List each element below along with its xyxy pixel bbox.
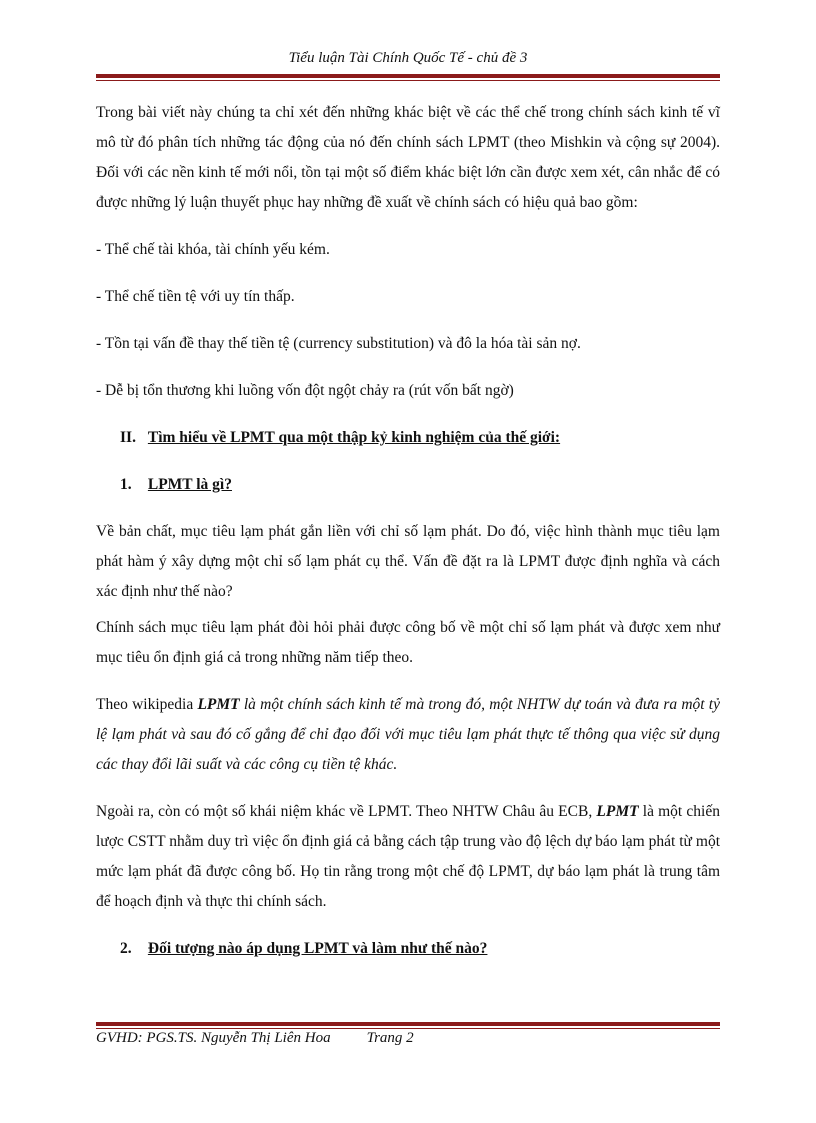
- wiki-prefix: Theo wikipedia: [96, 696, 198, 713]
- subsection-number: 1.: [120, 476, 132, 493]
- paragraph-ecb-definition: [96, 797, 720, 917]
- document-body: [96, 98, 720, 964]
- section-heading-2: [120, 423, 720, 453]
- paragraph-lpmt-policy: Chính sách mục tiêu lạm phát đòi hỏi phải được công bố về một chỉ số lạm phát và được xem như mục tiêu ổn định giá cả trong những năm tiếp theo.: [96, 619, 720, 666]
- page-footer: [96, 1030, 414, 1047]
- bullet-item: - Thể chế tài khóa, tài chính yếu kém.: [96, 241, 330, 258]
- bullet-item: - Dễ bị tổn thương khi luồng vốn đột ngột chảy ra (rút vốn bất ngờ): [96, 382, 514, 399]
- section-title: Tìm hiểu về LPMT qua một thập kỷ kinh nghiệm của thế giới:: [147, 429, 561, 446]
- bullet-item: - Tồn tại vấn đề thay thế tiền tệ (currency substitution) và đô la hóa tài sản nợ.: [96, 335, 581, 352]
- header-rule: [96, 74, 720, 81]
- bullet-item: - Thể chế tiền tệ với uy tín thấp.: [96, 288, 295, 305]
- ecb-text: là một chiến lược CSTT nhằm duy trì việc ổn định giá cả bằng cách tập trung vào độ lệch dự báo lạm phát từ một mức lạm phát đã được công bố. Họ tin rằng trong một chế độ LPMT, dự báo lạm phát là trung tâm để hoạch định và thực thi chính sách.: [96, 803, 720, 910]
- subsection-title: LPMT là gì?: [147, 476, 232, 493]
- subsection-heading-1: [120, 470, 720, 500]
- paragraph-lpmt-nature: Về bản chất, mục tiêu lạm phát gắn liền với chỉ số lạm phát. Do đó, việc hình thành mục tiêu lạm phát hàm ý xây dựng một chỉ số lạm phát cụ thể. Vấn đề đặt ra là LPMT được định nghĩa và cách xác định như thế nào?: [96, 523, 720, 600]
- ecb-term: LPMT: [596, 803, 639, 820]
- subsection-heading-2: [120, 934, 720, 964]
- page-header-title: Tiểu luận Tài Chính Quốc Tế - chủ đề 3: [288, 50, 528, 66]
- subsection-number: 2.: [120, 940, 132, 957]
- wiki-term: LPMT: [197, 696, 240, 713]
- section-number: II.: [120, 429, 136, 446]
- footer-advisor: GVHD: PGS.TS. Nguyễn Thị Liên Hoa: [96, 1030, 331, 1046]
- paragraph-wikipedia-definition: [96, 690, 720, 780]
- ecb-prefix: Ngoài ra, còn có một số khái niệm khác về LPMT. Theo NHTW Châu âu ECB,: [96, 803, 597, 820]
- footer-rule: [96, 1022, 720, 1029]
- intro-paragraph: Trong bài viết này chúng ta chỉ xét đến những khác biệt về các thể chế trong chính sách kinh tế vĩ mô từ đó phân tích những tác động của nó đến chính sách LPMT (theo Mishkin và cộng sự 2004). Đối với các nền kinh tế mới nổi, tồn tại một số điểm khác biệt lớn cần được xem xét, cân nhắc để có được những lý luận thuyết phục hay những đề xuất về chính sách có hiệu quả bao gồm:: [96, 104, 720, 211]
- wiki-text: là một chính sách kinh tế mà trong đó, một NHTW dự toán và đưa ra một tỷ lệ lạm phát và sau đó cố gắng để chỉ đạo đối với mục tiêu lạm phát thực tế thông qua việc sử dụng các thay đổi lãi suất và các công cụ tiền tệ khác.: [96, 696, 720, 773]
- subsection-title: Đối tượng nào áp dụng LPMT và làm như thế nào?: [147, 940, 488, 957]
- footer-page-number: Trang 2: [366, 1030, 414, 1046]
